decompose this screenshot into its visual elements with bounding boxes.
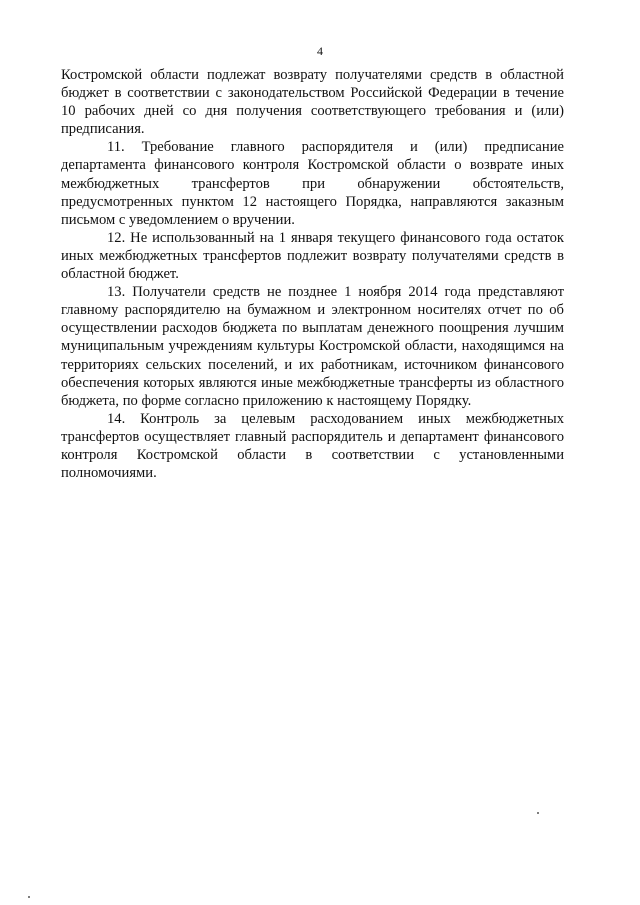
- page-number: 4: [317, 44, 323, 58]
- document-body: [61, 66, 564, 482]
- paragraph-13: 13. Получатели средств не позднее 1 ноября 2014 года представляют главному распорядителю на бумажном и электронном носителях отчет по об осуществлении расходов бюджета по выплатам денежного поощрения лучшим муниципальным учреждениям культуры Костромской области, находящимся на территориях сельских поселений, и их работникам, источником финансового обеспечения которых являются иные межбюджетные трансферты из областного бюджета, по форме согласно приложению к настоящему Порядку.: [61, 284, 564, 409]
- paragraph-continuation: Костромской области подлежат возврату получателями средств в областной бюджет в соответствии с законодательством Российской Федерации в течение 10 рабочих дней со дня получения соответствующего требования и (или) предписания.: [61, 67, 564, 138]
- scan-speck: [28, 896, 30, 898]
- paragraph-11: 11. Требование главного распорядителя и (или) предписание департамента финансового контроля Костромской области о возврате иных межбюджетных трансфертов при обнаружении обстоятельств, предусмотренных пунктом 12 настоящего Порядка, направляются заказным письмом с уведомлением о вручении.: [61, 139, 564, 228]
- paragraph-14: 14. Контроль за целевым расходованием иных межбюджетных трансфертов осуществляет главный распорядитель и департамент финансового контроля Костромской области в соответствии с установленными полномочиями.: [61, 410, 564, 482]
- paragraph-12: 12. Не использованный на 1 января текущего финансового года остаток иных межбюджетных трансфертов подлежит возврату получателями средств в областной бюджет.: [61, 229, 564, 283]
- scan-speck: [537, 812, 539, 814]
